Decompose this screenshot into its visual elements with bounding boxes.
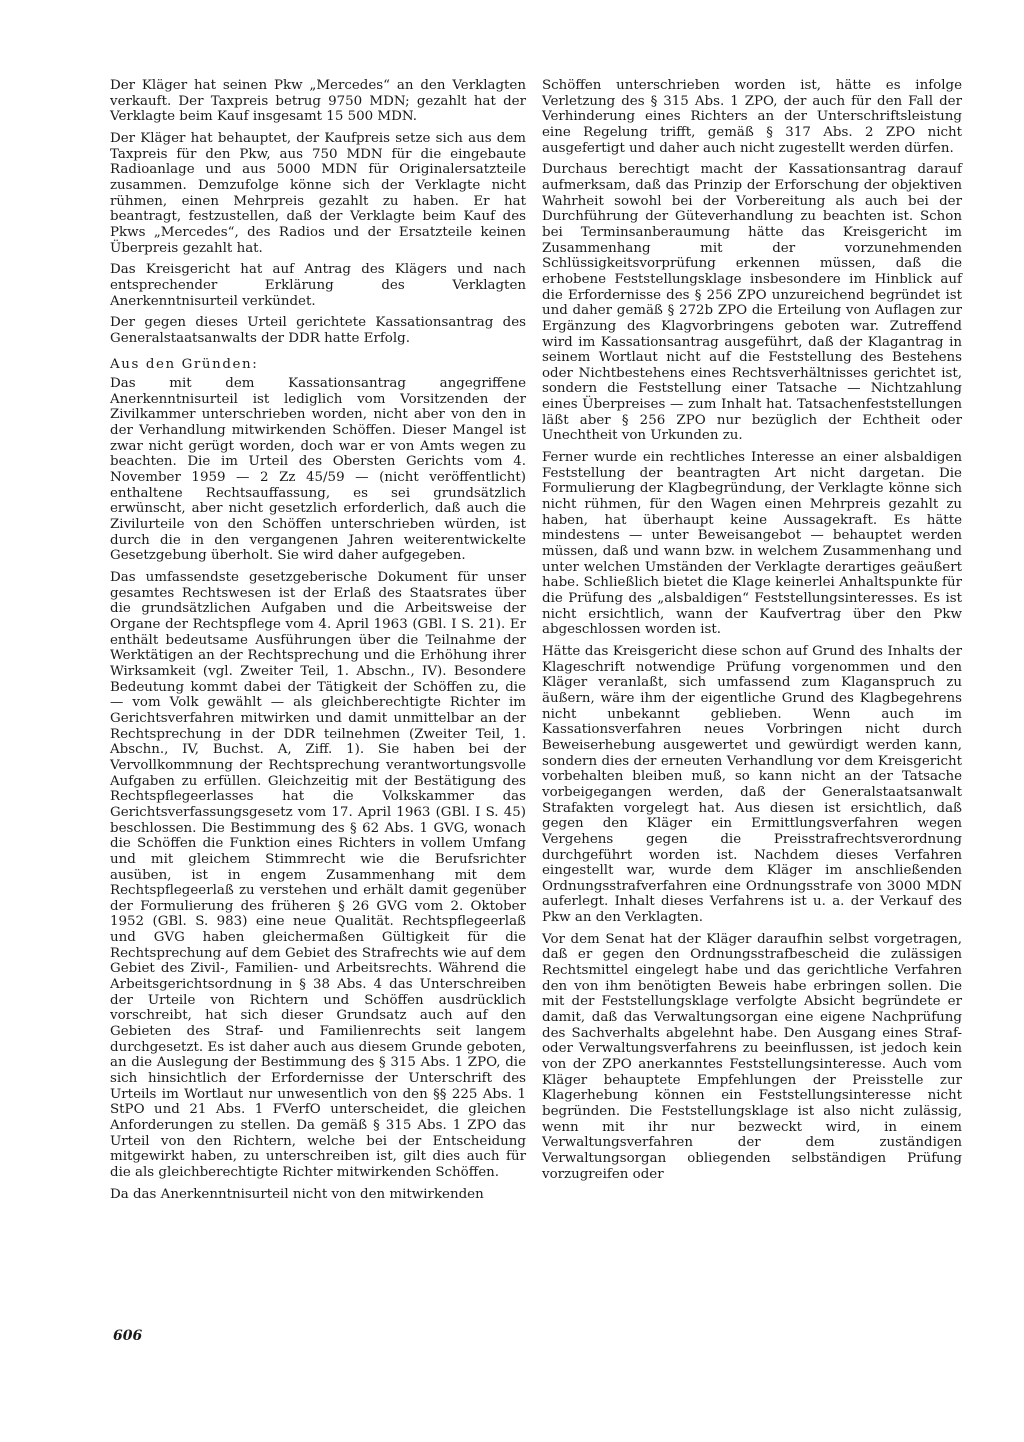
paragraph: Der Kläger hat behauptet, der Kaufpreis setze sich aus dem Taxpreis für den Pkw, aus 750 MDN für die eingebaute Radioanlage und aus 5000 MDN für Originalersatzteile zusammen. Demzufolge könne sich der Verklagte nicht rühmen, einen Mehrpreis gezahlt zu haben. Er hat beantragt, festzustellen, daß der Verklagte beim Kauf des Pkws „Mercedes“, des Radios und der Ersatzteile keinen Überpreis gezahlt hat. bbox=[110, 130, 526, 256]
paragraph: Der Kläger hat seinen Pkw „Mercedes“ an den Verklagten verkauft. Der Taxpreis betrug 9750 MDN; gezahlt hat der Verklagte beim Kauf insgesamt 15 500 MDN. bbox=[110, 78, 526, 125]
page-number: 606 bbox=[113, 1328, 143, 1344]
paragraph: Das Kreisgericht hat auf Antrag des Klägers und nach entsprechender Erklärung des Verklagten Anerkenntnisurteil verkündet. bbox=[110, 262, 526, 309]
paragraph: Da das Anerkenntnisurteil nicht von den mitwirkenden bbox=[110, 1186, 484, 1202]
paragraph: Schöffen unterschrieben worden ist, hätte es infolge Verletzung des § 315 Abs. 1 ZPO, der auch für den Fall der Verhinderung eines Richters an der Unterschriftsleistung eine Regelung trifft, gemäß § 317 Abs. 2 ZPO nicht ausgefertigt und daher auch nicht zugestellt werden dürfen. bbox=[542, 78, 962, 156]
paragraph: Vor dem Senat hat der Kläger daraufhin selbst vorgetragen, daß er gegen den Ordnungsstrafbescheid die zulässigen Rechtsmittel eingelegt habe und das gerichtliche Verfahren den von ihm benötigten Beweis habe erbringen sollen. Die mit der Feststellungsklage verfolgte Absicht begründete er damit, daß das Verwaltungsorgan eine eigene Nachprüfung des Sachverhalts abgelehnt habe. Den Ausgang eines Straf- oder Verwaltungsverfahrens zu beeinflussen, ist jedoch kein von der ZPO anerkanntes Feststellungsinteresse. Auch vom Kläger behauptete Empfehlungen der Preisstelle zur Klagerhebung können ein Feststellungsinteresse nicht begründen. Die Feststellungsklage ist also nicht zulässig, wenn mit ihr nur bezweckt wird, in einem Verwaltungsverfahren der dem zuständigen Verwaltungsorgan obliegenden selbständigen Prüfung vorzugreifen oder bbox=[542, 931, 962, 1182]
paragraph: Hätte das Kreisgericht diese schon auf Grund des Inhalts der Klageschrift notwendige Prüfung vorgenommen und den Kläger veranlaßt, sich umfassend zum Klaganspruch zu äußern, wäre ihm der eigentliche Grund des Klagbegehrens nicht unbekannt geblieben. Wenn auch im Kassationsverfahren neues Vorbringen nicht durch Beweiserhebung ausgewertet und gewürdigt werden kann, sondern dies der erneuten Verhandlung vor dem Kreisgericht vorbehalten bleiben muß, so kann nicht an der Tatsache vorbeigegangen werden, daß der Generalstaatsanwalt Strafakten vorgelegt hat. Aus diesen ist ersichtlich, daß gegen den Kläger ein Ermittlungsverfahren wegen Vergehens gegen die Preisstrafrechtsverordnung durchgeführt worden ist. Nachdem dieses Verfahren eingestellt war, wurde dem Kläger im anschließenden Ordnungsstrafverfahren eine Ordnungsstrafe von 3000 MDN auferlegt. Inhalt dieses Verfahrens ist u. a. der Verkauf des Pkw an den Verklagten. bbox=[542, 643, 962, 926]
paragraph: Das umfassendste gesetzgeberische Dokument für unser gesamtes Rechtswesen ist der Erlaß des Staatsrates über die grundsätzlichen Aufgaben und die Arbeitsweise der Organe der Rechtspflege vom 4. April 1963 (GBl. I S. 21). Er enthält bedeutsame Ausführungen über die Teilnahme der Werktätigen an der Rechtsprechung und die Erhöhung ihrer Wirksamkeit (vgl. Zweiter Teil, 1. Abschn., IV). Besondere Bedeutung kommt dabei der Tätigkeit der Schöffen zu, die — vom Volk gewählt — als gleichberechtigte Richter im Gerichtsverfahren mitwirken und damit unmittelbar an der Rechtsprechung in der DDR teilnehmen (Zweiter Teil, 1. Abschn., IV, Buchst. A, Ziff. 1). Sie haben bei der Vervollkommnung der Rechtsprechung verantwortungsvolle Aufgaben zu erfüllen. Gleichzeitig mit der Bestätigung des Rechtspflegeerlasses hat die Volkskammer das Gerichtsverfassungsgesetz vom 17. April 1963 (GBl. I S. 45) beschlossen. Die Bestimmung des § 62 Abs. 1 GVG, wonach die Schöffen die Funktion eines Richters in vollem Umfang und mit gleichem Stimmrecht wie die Berufsrichter ausüben, ist in engem Zusammenhang mit dem Rechtspflegeerlaß zu verstehen und erhält damit gegenüber der Formulierung des früheren § 26 GVG vom 2. Oktober 1952 (GBl. S. 983) eine neue Qualität. Rechtspflegeerlaß und GVG haben gleichermaßen Gültigkeit für die Rechtsprechung auf dem Gebiet des Strafrechts wie auf dem Gebiet des Zivil-, Familien- und Arbeitsrechts. Während die Arbeitsgerichtsordnung in § 38 Abs. 4 das Unterschreiben der Urteile von Richtern und Schöffen ausdrücklich vorschreibt, hat sich dieser Grundsatz auch auf den Gebieten des Straf- und Familienrechts seit langem durchgesetzt. Es ist daher auch aus diesem Grunde geboten, an die Auslegung der Bestimmung des § 315 Abs. 1 ZPO, die sich hinsichtlich der Erfordernisse der Unterschrift des Urteils im Wortlaut nur unwesentlich von den §§ 225 Abs. 1 StPO und 21 Abs. 1 FVerfO unterscheidet, die gleichen Anforderungen zu stellen. Da gemäß § 315 Abs. 1 ZPO das Urteil von den Richtern, welche bei der Entscheidung mitgewirkt haben, zu unterschreiben ist, gilt dies auch für die als gleichberechtigte Richter mitwirkenden Schöffen. bbox=[110, 570, 526, 1180]
paragraph: Der gegen dieses Urteil gerichtete Kassationsantrag des Generalstaatsanwalts der DDR hatte Erfolg. bbox=[110, 315, 526, 346]
left-column bbox=[110, 78, 526, 1208]
paragraph: Das mit dem Kassationsantrag angegriffene Anerkenntnisurteil ist lediglich vom Vorsitzenden der Zivilkammer unterschrieben worden, nicht aber von den in der Verhandlung mitwirkenden Schöffen. Dieser Mangel ist zwar nicht gerügt worden, doch war er von Amts wegen zu beachten. Die im Urteil des Obersten Gerichts vom 4. November 1959 — 2 Zz 45/59 — (nicht veröffentlicht) enthaltene Rechtsauffassung, es sei grundsätzlich erwünscht, aber nicht gesetzlich erforderlich, daß auch die Zivilurteile von den Schöffen unterschrieben würden, ist durch die in den vergangenen Jahren weiterentwickelte Gesetzgebung überholt. Sie wird daher aufgegeben. bbox=[110, 376, 526, 564]
section-heading: Aus den Gründen: bbox=[110, 356, 259, 372]
paragraph: Ferner wurde ein rechtliches Interesse an einer alsbaldigen Feststellung der beantragten Art nicht dargetan. Die Formulierung der Klagbegründung, der Verklagte könne sich nicht rühmen, für den Wagen einen Mehrpreis gezahlt zu haben, hat überhaupt keine Aussagekraft. Es hätte mindestens — unter Beweisangebot — behauptet werden müssen, daß und wann bzw. in welchem Zusammenhang und unter welchen Umständen der Verklagte derartiges geäußert habe. Schließlich bietet die Klage keinerlei Anhaltspunkte für die Prüfung des „alsbaldigen“ Feststellungsinteresses. Es ist nicht ersichtlich, wann der Kaufvertrag über den Pkw abgeschlossen worden ist. bbox=[542, 450, 963, 638]
right-column bbox=[542, 78, 962, 1188]
paragraph: Durchaus berechtigt macht der Kassationsantrag darauf aufmerksam, daß das Prinzip der Erforschung der objektiven Wahrheit sowohl bei der Vorbereitung als auch bei der Durchführung der Güteverhandlung zu beachten ist. Schon bei Terminsanberaumung hätte das Kreisgericht im Zusammenhang mit der vorzunehmenden Schlüssigkeitsvorprüfung erkennen müssen, daß die erhobene Feststellungsklage insbesondere im Hinblick auf die Erfordernisse des § 256 ZPO unzureichend begründet ist und daher gemäß § 272b ZPO die Erteilung von Auflagen zur Ergänzung des Klagvorbringens geboten war. Zutreffend wird im Kassationsantrag ausgeführt, daß der Klagantrag in seinem Wortlaut nicht auf die Feststellung des Bestehens oder Nichtbestehens eines Rechtsverhältnisses gerichtet ist, sondern die Feststellung einer Tatsache — Nichtzahlung eines Überpreises — zum Inhalt hat. Tatsachenfeststellungen läßt aber § 256 ZPO nur bezüglich der Echtheit oder Unechtheit von Urkunden zu. bbox=[542, 162, 962, 444]
